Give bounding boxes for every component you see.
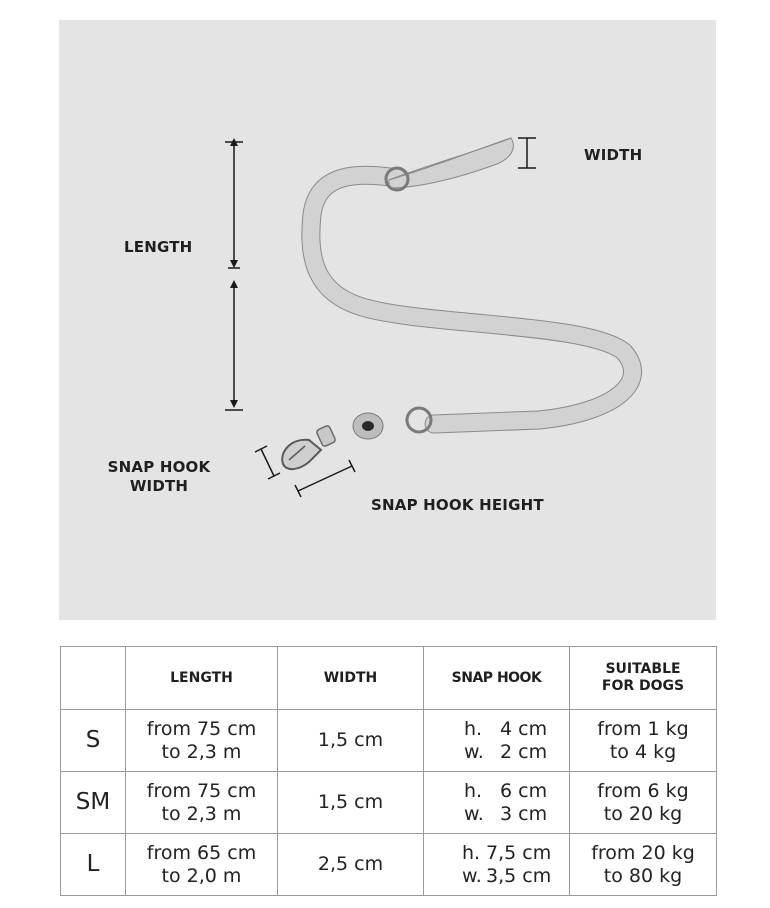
snap-hook-width-value: 3 cm: [500, 802, 548, 825]
snap-hook-width-value: 2 cm: [500, 740, 548, 763]
snap-hook-cell: [424, 710, 570, 772]
snap-hook: [282, 440, 321, 469]
width-cell: 1,5 cm: [278, 772, 424, 834]
leash-diagram: [59, 20, 716, 620]
dogs-from: from 6 kg: [597, 779, 689, 802]
snap-hook-width-prefix: w.: [462, 864, 482, 887]
table-header-row: [61, 647, 717, 710]
header-suitable-line-2: FOR DOGS: [601, 678, 685, 694]
width-marker: [518, 138, 536, 168]
snap-hook-height-value: 6 cm: [500, 779, 548, 802]
header-snap-hook: SNAP HOOK: [424, 647, 570, 710]
table-row: [61, 710, 717, 772]
header-suitable-line-1: SUITABLE: [605, 661, 681, 677]
table-row: [61, 772, 717, 834]
length-cell: [126, 772, 278, 834]
header-size: [61, 647, 126, 710]
snap-hook-height-prefix: h.: [464, 717, 483, 740]
snap-hook-height-prefix: h.: [464, 779, 483, 802]
dogs-cell: [570, 772, 717, 834]
size-cell: L: [61, 834, 126, 896]
leash-illustration: [59, 20, 716, 620]
dogs-to: to 80 kg: [603, 864, 683, 887]
snap-hook-width-value: 3,5 cm: [486, 864, 552, 887]
snap-hook-width: [424, 865, 569, 888]
dogs-cell: [570, 834, 717, 896]
snap-hook-cell: [424, 834, 570, 896]
dogs-to: to 20 kg: [603, 802, 683, 825]
width-cell: 1,5 cm: [278, 710, 424, 772]
snap-hook-height: [424, 718, 569, 741]
header-width: WIDTH: [278, 647, 424, 710]
dogs-from: from 1 kg: [597, 717, 689, 740]
length-to: to 2,3 m: [161, 802, 242, 825]
snap-hook-height-label: SNAP HOOK HEIGHT: [371, 496, 544, 514]
length-from: from 65 cm: [146, 841, 257, 864]
dogs-from: from 20 kg: [591, 841, 695, 864]
snap-hook-cell: [424, 772, 570, 834]
snap-hook-height-value: 4 cm: [500, 717, 548, 740]
swivel-connector: [316, 425, 336, 447]
snap-hook-height-value: 7,5 cm: [486, 841, 552, 864]
snap-hook-width-marker: [255, 446, 280, 479]
snap-hook-width-label-line-1: SNAP HOOK: [107, 458, 211, 476]
header-length: LENGTH: [126, 647, 278, 710]
snap-hook-height: [424, 842, 569, 865]
dogs-to: to 4 kg: [609, 740, 677, 763]
length-to: to 2,0 m: [161, 864, 242, 887]
snap-hook-width-prefix: w.: [464, 740, 484, 763]
snap-hook-width: [424, 803, 569, 826]
snap-hook-width-label: [107, 458, 211, 496]
snap-hook-width: [424, 741, 569, 764]
width-cell: 2,5 cm: [278, 834, 424, 896]
length-to: to 2,3 m: [161, 740, 242, 763]
header-suitable-for-dogs: [570, 647, 717, 710]
size-table: [60, 646, 717, 896]
table-row: [61, 834, 717, 896]
width-label: WIDTH: [584, 146, 643, 164]
snap-hook-width-label-line-2: WIDTH: [129, 477, 189, 495]
size-cell: S: [61, 710, 126, 772]
length-from: from 75 cm: [146, 717, 257, 740]
dogs-cell: [570, 710, 717, 772]
length-cell: [126, 710, 278, 772]
snap-hook-width-prefix: w.: [464, 802, 484, 825]
size-cell: SM: [61, 772, 126, 834]
snap-hook-height-prefix: h.: [462, 841, 481, 864]
length-cell: [126, 834, 278, 896]
length-arrow: [225, 138, 243, 410]
length-label: LENGTH: [124, 238, 193, 256]
length-from: from 75 cm: [146, 779, 257, 802]
snap-hook-height: [424, 780, 569, 803]
